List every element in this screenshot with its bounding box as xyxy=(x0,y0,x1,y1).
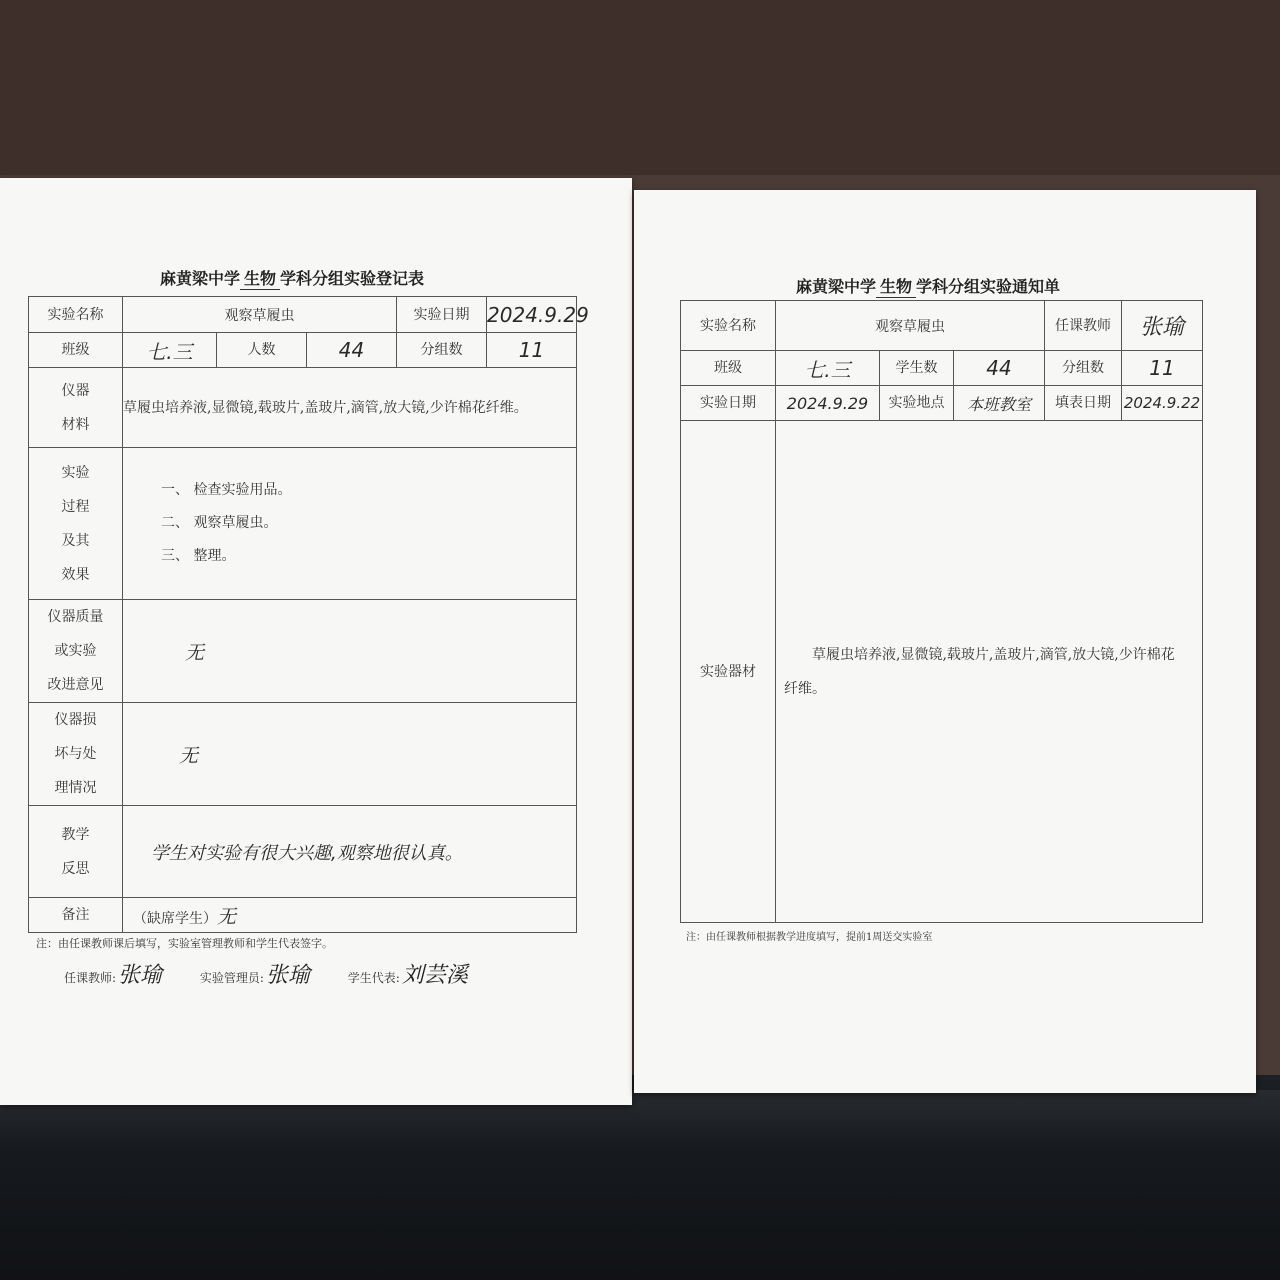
background-wall xyxy=(0,0,1280,175)
label-groups: 分组数 xyxy=(1045,351,1122,386)
notification-table xyxy=(680,300,1203,923)
label-remark: 备注 xyxy=(29,898,123,933)
value-groups: 11 xyxy=(487,333,577,368)
value-people: 44 xyxy=(307,333,397,368)
label-exp-date: 实验日期 xyxy=(397,297,487,333)
label-people: 人数 xyxy=(217,333,307,368)
process-step: 二、 观察草履虫。 xyxy=(161,515,278,531)
manager-sign-label: 实验管理员: xyxy=(199,971,264,985)
process-step: 一、 检查实验用品。 xyxy=(161,482,292,498)
value-damage: 无 xyxy=(123,703,577,806)
value-fill-date: 2024.9.22 xyxy=(1122,386,1203,421)
value-exp-name: 观察草履虫 xyxy=(776,301,1045,351)
notification-form-paper xyxy=(634,190,1256,1093)
value-reflection: 学生对实验有很大兴趣,观察地很认真。 xyxy=(123,806,577,898)
value-quality: 无 xyxy=(123,600,577,703)
label-reflection: 教学 反思 xyxy=(29,806,123,898)
label-teacher: 任课教师 xyxy=(1045,301,1122,351)
registration-table xyxy=(28,296,589,933)
value-exp-name: 观察草履虫 xyxy=(123,297,397,333)
process-step: 三、 整理。 xyxy=(161,548,236,564)
process-steps xyxy=(123,448,577,600)
registration-form-title: 麻黄梁中学 生物 学科分组实验登记表 xyxy=(160,266,424,290)
label-fill-date: 填表日期 xyxy=(1045,386,1122,421)
label-groups: 分组数 xyxy=(397,333,487,368)
value-equipment: 草履虫培养液,显微镜,载玻片,盖玻片,滴管,放大镜,少许棉花 纤维。 xyxy=(776,421,1203,923)
student-sign-label: 学生代表: xyxy=(347,971,400,985)
label-exp-name: 实验名称 xyxy=(681,301,776,351)
label-quality: 仪器质量 或实验 改进意见 xyxy=(29,600,123,703)
label-class: 班级 xyxy=(29,333,123,368)
teacher-sign-label: 任课教师: xyxy=(64,971,117,985)
student-signature: 刘芸溪 xyxy=(401,963,468,988)
value-class: 七.三 xyxy=(123,333,217,368)
label-damage: 仪器损 坏与处 理情况 xyxy=(29,703,123,806)
value-instruments: 草履虫培养液,显微镜,载玻片,盖玻片,滴管,放大镜,少许棉花纤维。 xyxy=(123,368,577,448)
value-students: 44 xyxy=(954,351,1045,386)
label-exp-name: 实验名称 xyxy=(29,297,123,333)
value-exp-date: 2024.9.29 xyxy=(776,386,880,421)
registration-note: 注：由任课教师课后填写，实验室管理教师和学生代表签字。 xyxy=(36,937,333,950)
subject-underlined: 生物 xyxy=(876,274,916,298)
label-exp-date: 实验日期 xyxy=(681,386,776,421)
value-exp-date: 2024.9.29 xyxy=(487,297,577,333)
label-students: 学生数 xyxy=(880,351,954,386)
value-teacher: 张瑜 xyxy=(1122,301,1203,351)
label-class: 班级 xyxy=(681,351,776,386)
subject-underlined: 生物 xyxy=(240,266,280,290)
manager-signature: 张瑜 xyxy=(265,963,310,988)
label-equipment: 实验器材 xyxy=(681,421,776,923)
registration-form-paper xyxy=(0,178,632,1105)
value-remark-handwritten: 无 xyxy=(217,905,237,928)
value-groups: 11 xyxy=(1122,351,1203,386)
value-remark: （缺席学生）无 xyxy=(123,898,577,933)
label-location: 实验地点 xyxy=(880,386,954,421)
signature-row xyxy=(64,958,468,989)
label-instruments: 仪器 材料 xyxy=(29,368,123,448)
value-class: 七.三 xyxy=(776,351,880,386)
label-process: 实验 过程 及其 效果 xyxy=(29,448,123,600)
notification-form-title: 麻黄梁中学 生物 学科分组实验通知单 xyxy=(796,274,1060,298)
teacher-signature: 张瑜 xyxy=(118,963,163,988)
notification-note: 注：由任课教师根据教学进度填写，提前1周送交实验室 xyxy=(686,932,933,943)
value-location: 本班教室 xyxy=(954,386,1045,421)
